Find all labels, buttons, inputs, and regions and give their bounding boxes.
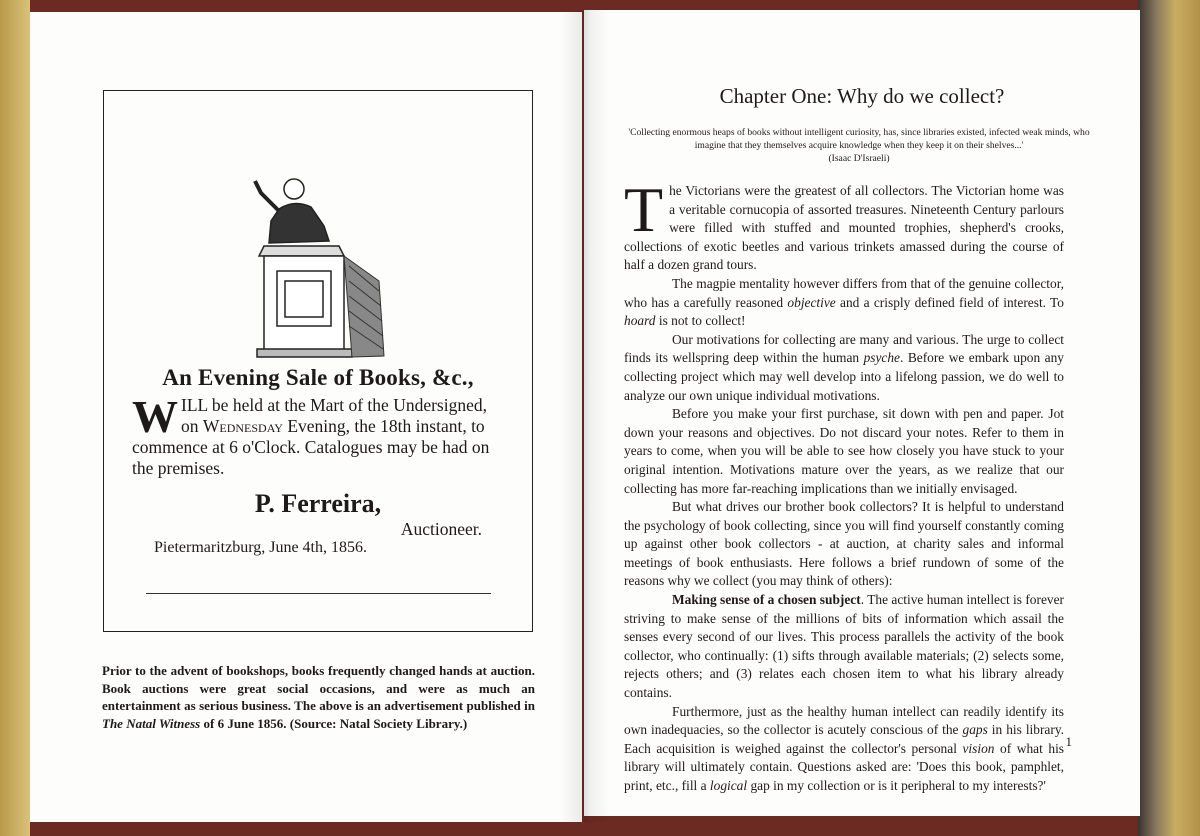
paragraph-text: Our motivations for collecting are many and various. The urge to collect finds its wellspring deep within the human (624, 331, 1064, 366)
epigraph (624, 126, 1094, 165)
ad-body-day: Wednesday (202, 416, 283, 436)
epigraph-text: 'Collecting enormous heaps of books without intelligent curiosity, has, since libraries existed, infected weak minds, who imagine that they themselves acquire knowledge when they keep it on their shelves...' (628, 127, 1090, 151)
figure-caption (102, 662, 535, 732)
ad-title: An Evening Sale of Books, &c., (162, 365, 474, 390)
paragraph (624, 703, 1064, 796)
dropcap: T (624, 174, 664, 245)
paragraph-text: Furthermore, just as the healthy human intellect can readily identify its own inadequacies, so the collector is acutely conscious of the (624, 703, 1064, 738)
paragraph (624, 174, 1064, 275)
paragraph-text: of what his library will ultimately contain. Questions asked are: 'Does this book, pamphlet, print, etc., fill a (624, 740, 1064, 793)
emphasis-text: objective (787, 294, 836, 310)
paragraph-text: he Victorians were the greatest of all collectors. The Victorian home was a veritable cornucopia of assorted treasures. Nineteenth Century parlours were filled with stuffed and mounted trophies, shepherd's crooks, collections of exotic beetles and various trinkets amassed during the course of half a dozen grand tours. (624, 183, 1064, 273)
ad-auctioneer-name: P. Ferreira, (254, 489, 382, 518)
paragraph-heading: Making sense of a chosen subject (672, 592, 861, 608)
emphasis-text: logical (709, 778, 748, 793)
chapter-title: Chapter One: Why do we collect? (719, 84, 1005, 108)
paragraph-text: gap in my collection or is it peripheral to my interests?' (747, 778, 1046, 793)
auctioneer-engraving (239, 171, 399, 361)
paragraph (624, 331, 1064, 405)
paragraph-text: The magpie mentality however differs from that of the genuine collector, who has a carefully reasoned (624, 275, 1064, 310)
ad-body-text: ILL be held at the Mart of the Undersigned, on (181, 395, 487, 436)
paragraph-text: . The active human intellect is forever striving to make sense of the millions of bits of information which assail the senses every second of our lives. This process parallels the activity of the book collector, who continually: (1) sifts through available materials; (2) selects some, rejects others; and (3) relates each chosen item to what his library already contains. (624, 592, 1064, 701)
left-page (30, 12, 582, 822)
paragraph (624, 498, 1064, 591)
ad-auctioneer-role: Auctioneer. (400, 519, 482, 539)
paragraph (624, 275, 1064, 331)
ad-body-text-2: Evening, the 18th instant, to commence at 6 o'Clock. Catalogues may be had on the premises. (132, 416, 490, 478)
ad-place-date: Pietermaritzburg, June 4th, 1856. (154, 539, 367, 556)
caption-text: Prior to the advent of bookshops, books frequently changed hands at auction. Book auctions were great social occasions, and were as much an entertainment as serious business. The above is an advertisement published in (102, 663, 535, 713)
emphasis-text: hoard (624, 313, 656, 329)
paragraph-text: But what drives our brother book collectors? It is helpful to understand the psychology of book collecting, since you will find yourself constantly coming up against other book collectors - at auction, at charity sales and informal meetings of book enthusiasts. Here follows a brief rundown of some of the reasons why we collect (you may think of others): (624, 499, 1064, 589)
ad-dropcap: W (132, 391, 178, 442)
book-edge-right (1138, 0, 1200, 836)
paragraph-text: . Before we embark upon any collecting project which may well develop into a lifelong passion, we do well to analyze our own unique individual motivations. (624, 350, 1065, 403)
emphasis-text: psyche (863, 350, 900, 366)
page-number: 1 (1065, 734, 1072, 749)
emphasis-text: vision (962, 740, 995, 756)
paragraph-text: is not to collect! (655, 313, 746, 329)
caption-publication: The Natal Witness (102, 715, 201, 731)
caption-text-2: of 6 June 1856. (Source: Natal Society Library.) (200, 715, 468, 731)
emphasis-text: gaps (962, 722, 988, 738)
paragraph-text: and a crisply defined field of interest. To (835, 294, 1064, 310)
ad-body (132, 391, 504, 479)
paragraph (624, 405, 1064, 498)
paragraph-text: Before you make your first purchase, sit down with pen and paper. Jot down your reasons and objectives. Do not discard your notes. Refer to them in years to come, when you will be able to see how closely you have stuck to your original intention. Motivations mature over the years, as we realize that our collecting has more far-reaching implications than we initially envisaged. (624, 406, 1064, 496)
right-page (584, 10, 1140, 816)
paragraph-text: in his library. Each acquisition is weighed against the collector's personal (624, 722, 1064, 756)
book-edge-left (0, 0, 30, 836)
book-gutter (560, 10, 610, 822)
paragraph (624, 591, 1064, 703)
auction-advertisement (103, 90, 533, 632)
ad-divider (146, 593, 491, 594)
chapter-body (624, 174, 1065, 796)
epigraph-author: (Isaac D'Israeli) (828, 153, 890, 164)
